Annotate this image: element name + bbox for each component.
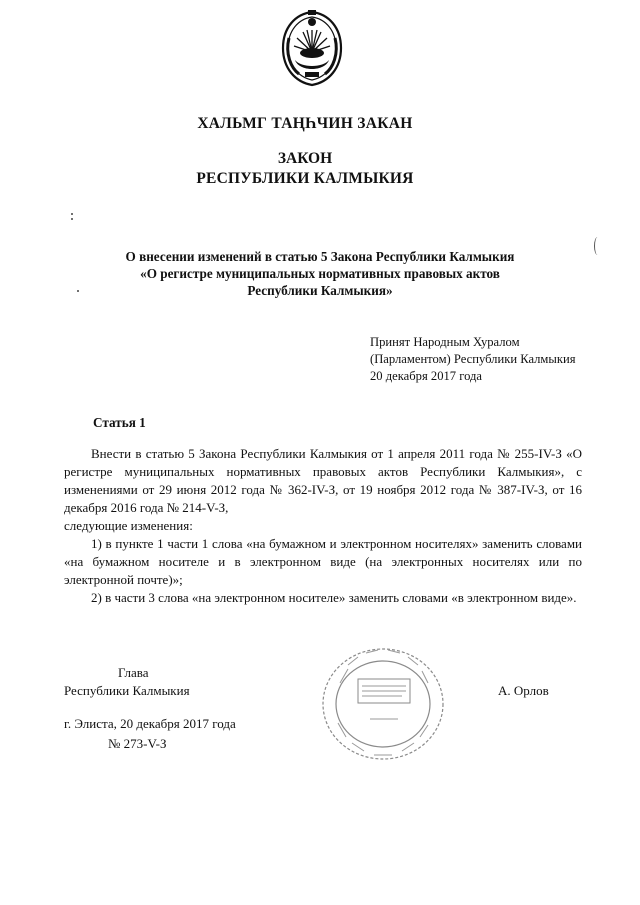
adoption-note: [370, 334, 600, 385]
signatory-position: Глава: [118, 665, 149, 680]
kalmyk-law-title: ХАЛЬМГ ТАҢҺЧИН ЗАКАН: [197, 115, 413, 132]
signatory-organization: Республики Калмыкия: [64, 683, 190, 698]
subject-line: О внесении изменений в статью 5 Закона Республики Калмыкия: [125, 249, 515, 264]
article-heading: Статья 1: [93, 415, 146, 430]
republic-of-kalmykia-emblem-icon: [275, 8, 349, 88]
scan-speck: [71, 218, 73, 220]
law-title: ЗАКОН: [277, 150, 333, 167]
signatory-name: А. Орлов: [498, 683, 549, 698]
scan-speck: [77, 290, 79, 292]
adoption-line: Принят Народным Хуралом: [370, 335, 520, 349]
scan-speck: [71, 213, 73, 215]
article-intro-end: следующие изменения:: [64, 518, 193, 533]
place-and-date: г. Элиста, 20 декабря 2017 года: [64, 716, 236, 731]
subject-line: «О регистре муниципальных нормативных правовых актов: [140, 266, 500, 281]
republic-title: РЕСПУБЛИКИ КАЛМЫКИЯ: [196, 170, 414, 187]
article-item-2: 2) в части 3 слова «на электронном носителе» заменить словами «в электронном виде».: [91, 590, 577, 605]
adoption-date: 20 декабря 2017 года: [370, 369, 483, 383]
law-subject: [80, 248, 560, 299]
article-item-1: 1) в пункте 1 части 1 слова «на бумажном и электронном носителях» заменить словами «на бумажном носителе и в электронном виде (на электронных носителях или по электронной почте)»;: [64, 536, 582, 587]
adoption-line: (Парламентом) Республики Калмыкия: [370, 352, 576, 366]
article-intro: Внести в статью 5 Закона Республики Калмыкия от 1 апреля 2011 года № 255-IV-З «О регистре муниципальных нормативных правовых актов Республики Калмыкия», с изменениями от 29 июня 2012 года № 362-IV-З, от 19 ноября 2012 года № 387-IV-З, от 16 декабря 2016 года № 214-V-З,: [64, 446, 582, 515]
scan-mark: [594, 237, 601, 255]
subject-line: Республики Калмыкия»: [247, 283, 393, 298]
law-number: № 273-V-З: [108, 736, 167, 751]
article-body: [64, 445, 582, 607]
official-seal-stamp-icon: [318, 645, 448, 763]
